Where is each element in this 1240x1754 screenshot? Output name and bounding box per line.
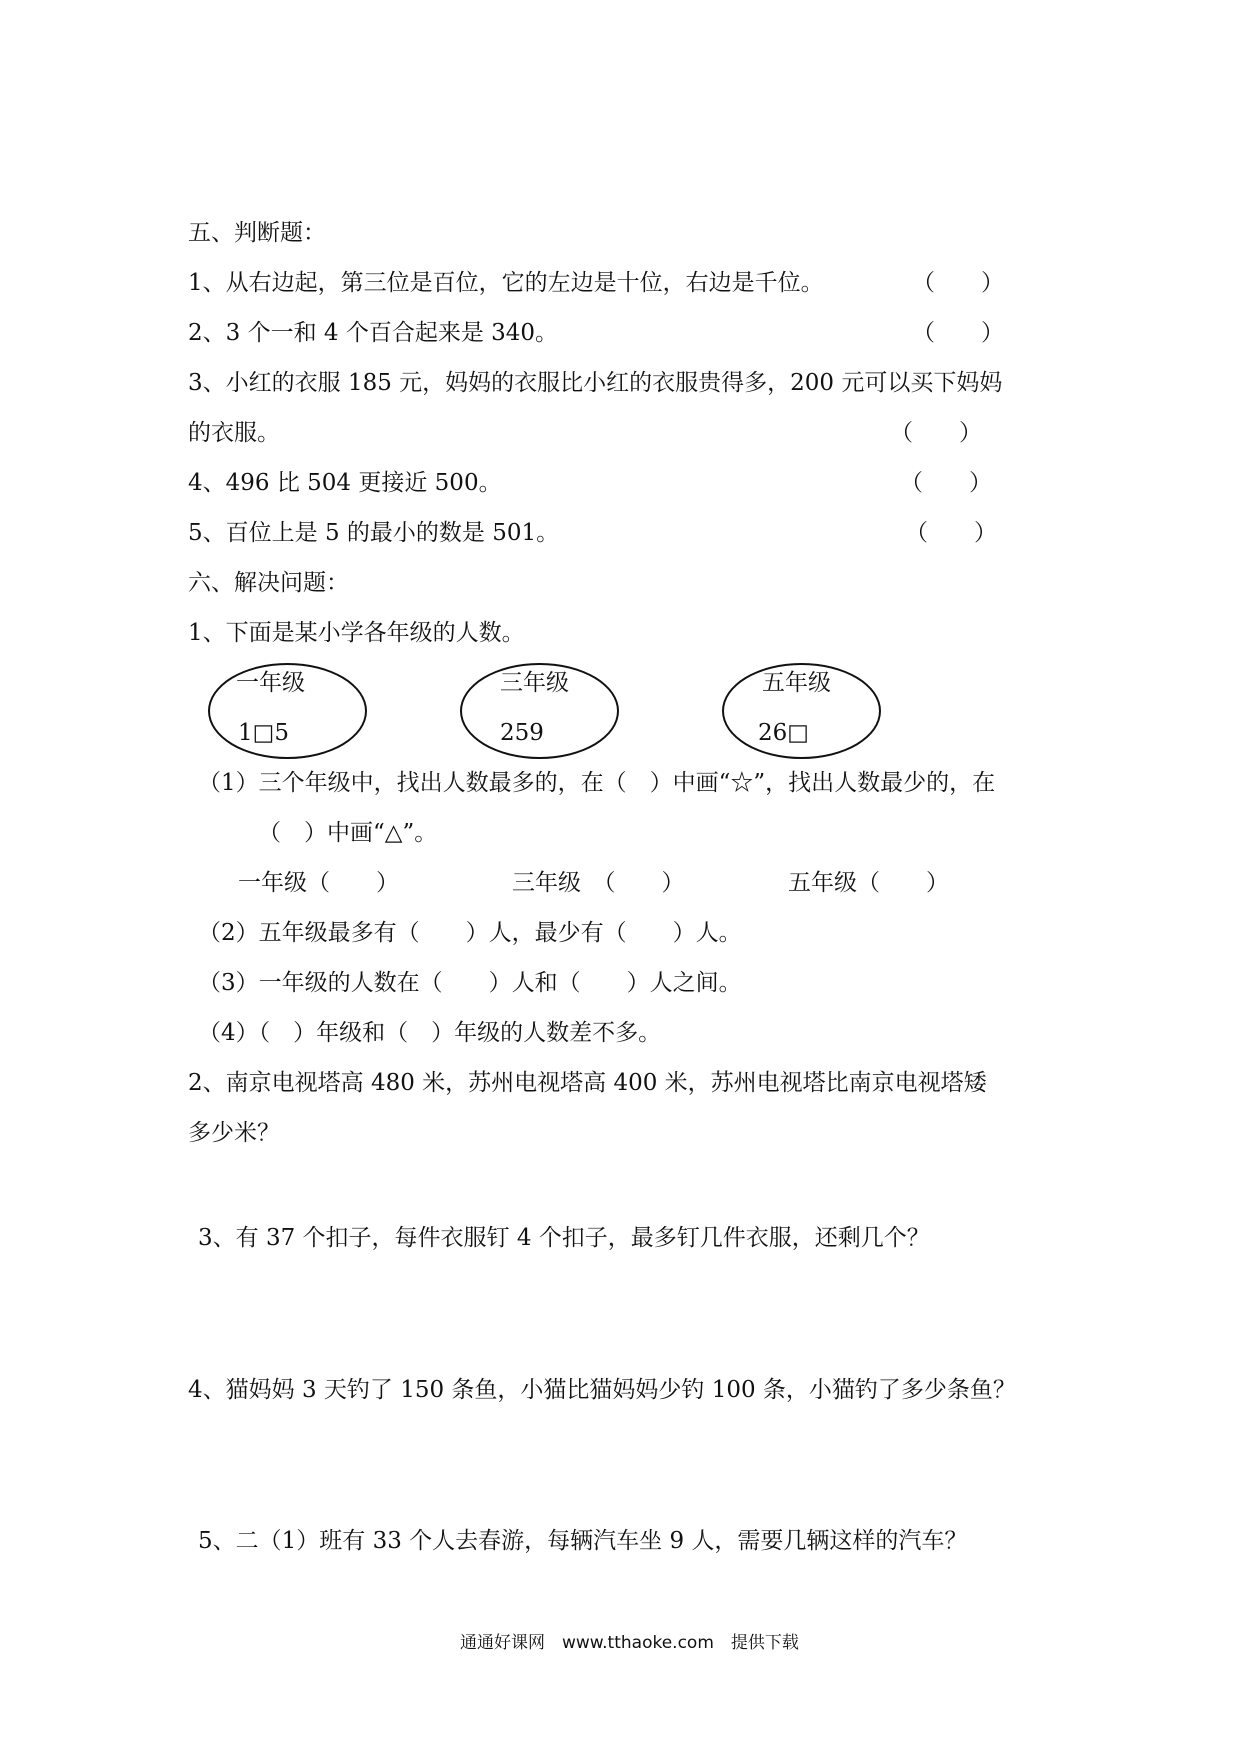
- q3: 3、有 37 个扣子，每件衣服钉 4 个扣子，最多钉几件衣服，还剩几个？: [198, 1225, 930, 1251]
- judge-answer-1[interactable]: （ ）: [912, 270, 1004, 296]
- q2-line2: 多少米？: [188, 1120, 280, 1146]
- q2-line1: 2、南京电视塔高 480 米，苏州电视塔高 400 米，苏州电视塔比南京电视塔矮: [188, 1070, 987, 1096]
- answer-grade-5[interactable]: 五年级（ ）: [788, 870, 949, 896]
- grade-name-3: 三年级: [500, 670, 569, 696]
- q1-sub3: （3）一年级的人数在（ ）人和（ ）人之间。: [198, 970, 742, 996]
- q1-sub1-line2: （ ）中画“△”。: [258, 820, 438, 846]
- grade-name-1: 一年级: [236, 670, 305, 696]
- grade-count-3: 259: [500, 720, 544, 746]
- judge-answer-4[interactable]: （ ）: [900, 470, 992, 496]
- judge-answer-5[interactable]: （ ）: [905, 520, 997, 546]
- footer-source: 通通好课网 www.tthaoke.com 提供下载: [460, 1633, 799, 1653]
- judge-item-3: 3、小红的衣服 185 元，妈妈的衣服比小红的衣服贵得多，200 元可以买下妈妈: [188, 370, 1003, 396]
- judge-item-5: 5、百位上是 5 的最小的数是 501。: [188, 520, 560, 546]
- answer-grade-1[interactable]: 一年级（ ）: [238, 870, 399, 896]
- q5: 5、二（1）班有 33 个人去春游，每辆汽车坐 9 人，需要几辆这样的汽车？: [198, 1528, 968, 1554]
- q1-sub2: （2）五年级最多有（ ）人，最少有（ ）人。: [198, 920, 742, 946]
- q1-sub1-line1: （1）三个年级中，找出人数最多的，在（ ）中画“☆”，找出人数最少的，在: [198, 770, 996, 796]
- grade-count-5: 26□: [758, 720, 809, 746]
- grade-name-5: 五年级: [762, 670, 831, 696]
- answer-grade-3[interactable]: 三年级 （ ）: [512, 870, 685, 896]
- q1-intro: 1、下面是某小学各年级的人数。: [188, 620, 525, 646]
- section6-heading: 六、解决问题：: [188, 570, 349, 596]
- section5-heading: 五、判断题：: [188, 220, 326, 246]
- judge-answer-2[interactable]: （ ）: [912, 320, 1004, 346]
- judge-item-2: 2、3 个一和 4 个百合起来是 340。: [188, 320, 559, 346]
- q4: 4、猫妈妈 3 天钓了 150 条鱼，小猫比猫妈妈少钓 100 条，小猫钓了多少条鱼？: [188, 1377, 1016, 1403]
- judge-answer-3[interactable]: （ ）: [890, 420, 982, 446]
- judge-item-4: 4、496 比 504 更接近 500。: [188, 470, 502, 496]
- judge-item-3-cont: 的衣服。: [188, 420, 280, 446]
- grade-count-1: 1□5: [238, 720, 289, 746]
- judge-item-1: 1、从右边起，第三位是百位，它的左边是十位，右边是千位。: [188, 270, 824, 296]
- q1-sub4: （4）（ ）年级和（ ）年级的人数差不多。: [198, 1020, 662, 1046]
